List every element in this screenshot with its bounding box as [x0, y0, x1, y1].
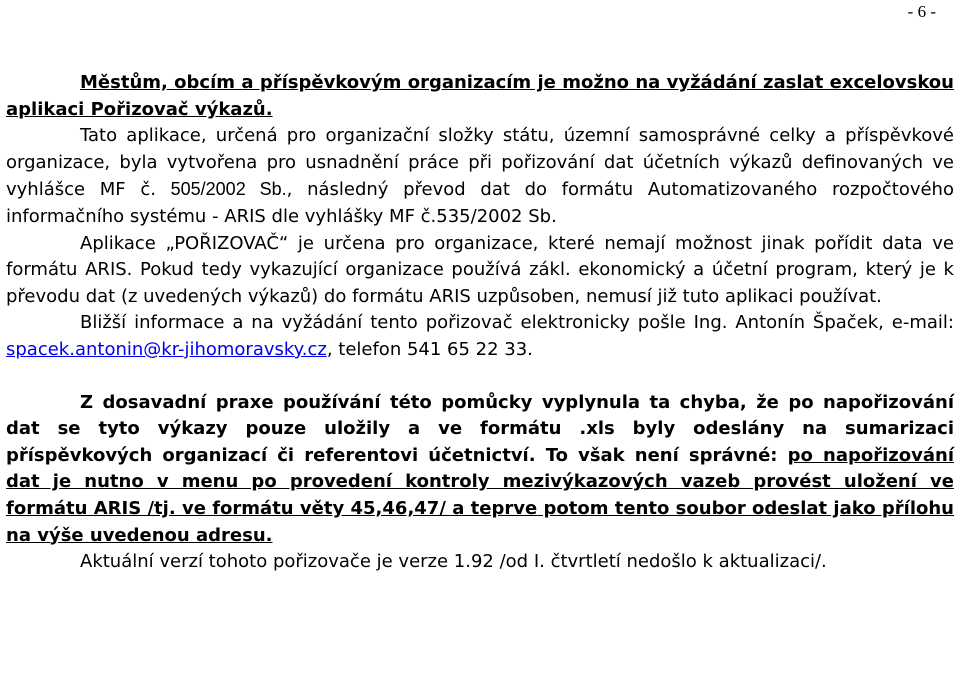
document-body	[6, 70, 954, 576]
current-version-line: Aktuální verzí tohoto pořizovače je verze 1.92 /od I. čtvrtletí nedošlo k aktualizaci/.	[80, 551, 827, 573]
phone-text: , telefon 541 65 22 33.	[326, 338, 533, 360]
warning-instruction: po napořizování dat je nutno v menu po provedení kontroly mezivýkazových vazeb provést uložení ve formátu ARIS /tj. ve formátu věty 45,46,47/ a teprve potom tento soubor odeslat jako přílohu na výše uvedenou adresu.	[6, 444, 954, 546]
contact-text: Bližší informace a na vyžádání tento pořizovač elektronicky pošle Ing. Antonín Špaček, e-mail:	[80, 312, 954, 334]
paragraph-contact-info	[6, 310, 954, 363]
paragraph1-text-start: Tato aplikace, určená pro organizační složky státu, územní samosprávné celky a příspěvkové organizace, byla vytvořena pro usnadnění práce při pořizování dat účetních výkazů definovaných ve vyhlášce MF č.	[6, 125, 954, 201]
page-number: - 6 -	[907, 2, 936, 21]
intro-sentence: Městům, obcím a příspěvkovým organizacím je možno na vyžádání zaslat excelovskou aplikaci Pořizovač výkazů.	[6, 72, 954, 120]
paragraph-application-description	[6, 123, 954, 230]
email-link[interactable]: spacek.antonin@kr-jihomoravsky.cz	[6, 338, 327, 360]
paragraph-warning	[6, 390, 954, 550]
warning-text: Z dosavadní praxe používání této pomůcky vyplynula ta chyba, že po napořizování dat se tyto výkazy pouze uložily a ve formátu .xls byly odeslány na sumarizaci příspěvkových organizací či referentovi účetnictví. To však není správné:	[6, 391, 954, 466]
paragraph1-text-end: , následný převod dat do formátu Automatizovaného rozpočtového informačního systému - ARIS dle vyhlášky MF č.535/2002 Sb.	[6, 179, 954, 227]
regulation-number: 505/2002 Sb.	[170, 179, 287, 200]
paragraph-application-purpose: Aplikace „POŘIZOVAČ“ je určena pro organizace, které nemají možnost jinak pořídit data ve formátu ARIS. Pokud tedy vykazující organizace používá zákl. ekonomický a účetní program, který je k převodu dat (z uvedených výkazů) do formátu ARIS uzpůsoben, nemusí již tuto aplikaci používat.	[6, 232, 954, 307]
paragraph-spacer	[6, 364, 954, 390]
